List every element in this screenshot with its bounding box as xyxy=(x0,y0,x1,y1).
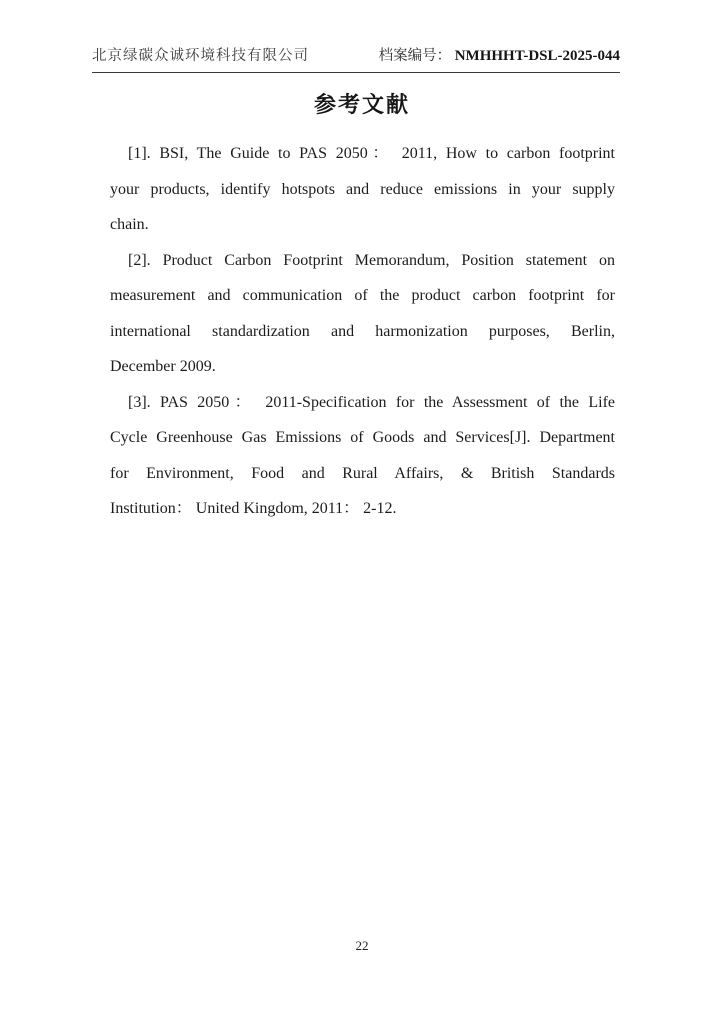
section-title: 参考文献 xyxy=(313,92,410,117)
reference-line: chain. xyxy=(110,216,149,233)
reference-line: for Environment, Food and Rural Affairs, & British Standards xyxy=(110,464,615,482)
reference-line: [1]. BSI, The Guide to PAS 2050： 2011, How to carbon footprint xyxy=(128,145,615,162)
page-number: 22 xyxy=(355,938,369,953)
company-name: 北京绿碳众诚环境科技有限公司 xyxy=(92,48,309,64)
reference-line: [3]. PAS 2050： 2011-Specification for the Assessment of the Life xyxy=(128,393,615,411)
reference-entry-2 xyxy=(110,243,615,385)
page-header xyxy=(92,44,620,73)
reference-line: measurement and communication of the product carbon footprint for xyxy=(110,287,615,304)
reference-entry-3 xyxy=(110,385,615,527)
doc-number-value: NMHHHT-DSL-2025-044 xyxy=(454,48,620,64)
doc-number-label: 档案编号： xyxy=(378,48,452,64)
reference-line: international standardization and harmonization purposes, Berlin, xyxy=(110,322,615,340)
references-list xyxy=(110,136,615,527)
doc-number xyxy=(379,44,620,65)
reference-line: [2]. Product Carbon Footprint Memorandum, Position statement on xyxy=(128,251,615,269)
reference-line: Institution： United Kingdom, 2011： 2-12. xyxy=(110,500,397,517)
reference-line: your products, identify hotspots and reduce emissions in your supply xyxy=(110,180,615,198)
reference-line: Cycle Greenhouse Gas Emissions of Goods and Services[J]. Department xyxy=(110,429,615,446)
reference-entry-1 xyxy=(110,136,615,243)
reference-line: December 2009. xyxy=(110,358,216,375)
